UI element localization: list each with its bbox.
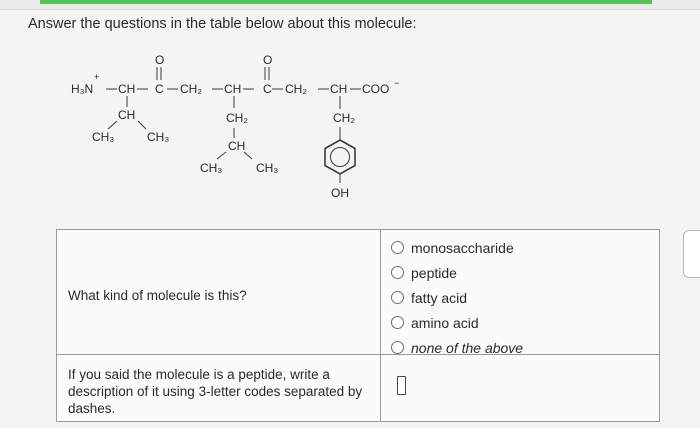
methyl-4: CH₃	[256, 161, 279, 175]
question-prompt: Answer the questions in the table below about this molecule:	[28, 16, 417, 32]
hydroxyl-label: OH	[331, 186, 349, 200]
question-1-text: What kind of molecule is this?	[68, 288, 247, 303]
molecule-structure	[0, 40, 440, 210]
option-label: monosaccharide	[411, 239, 514, 256]
carboxylate-label: COO	[362, 82, 390, 96]
methylene-1: CH₂	[180, 82, 202, 96]
molecule-type-options	[391, 235, 523, 360]
n-terminus-label: H₃N	[71, 82, 94, 96]
option-peptide[interactable]	[391, 260, 523, 285]
positive-charge: +	[94, 72, 100, 82]
option-label: amino acid	[411, 314, 479, 331]
radio-button[interactable]	[391, 341, 404, 354]
option-monosaccharide[interactable]	[391, 235, 523, 260]
question-2-text: If you said the molecule is a peptide, write a description of it using 3-letter codes separated by dashes.	[68, 367, 363, 416]
carbonyl-oxygen-1: O	[155, 53, 165, 67]
peptide-description-input[interactable]	[397, 376, 406, 395]
row-divider	[57, 354, 659, 355]
radio-button[interactable]	[391, 291, 404, 304]
column-divider	[380, 230, 381, 421]
methyl-2: CH₃	[147, 130, 170, 144]
radio-button[interactable]	[391, 241, 404, 254]
carbonyl-carbon-1: C	[155, 82, 164, 96]
methylene-4: CH₂	[333, 111, 355, 125]
question-table	[56, 229, 660, 422]
negative-charge: −	[394, 78, 400, 88]
option-amino-acid[interactable]	[391, 310, 523, 335]
branch-ch-2: CH	[228, 139, 246, 153]
side-panel-tab[interactable]	[683, 230, 700, 278]
carbonyl-carbon-2: C	[263, 82, 272, 96]
radio-button[interactable]	[391, 266, 404, 279]
methylene-3: CH₂	[226, 111, 248, 125]
option-fatty-acid[interactable]	[391, 285, 523, 310]
methyl-3: CH₃	[200, 161, 223, 175]
alpha-carbon-2: CH	[224, 82, 242, 96]
radio-button[interactable]	[391, 316, 404, 329]
methyl-1: CH₃	[92, 130, 115, 144]
progress-bar	[40, 0, 652, 4]
alpha-carbon-1: CH	[118, 82, 136, 96]
methylene-2: CH₂	[285, 82, 307, 96]
carbonyl-oxygen-2: O	[263, 53, 273, 67]
option-label: fatty acid	[411, 289, 468, 306]
branch-ch-1: CH	[118, 108, 136, 122]
alpha-carbon-3: CH	[330, 82, 348, 96]
option-none-of-the-above[interactable]	[391, 335, 523, 360]
option-label: peptide	[411, 264, 457, 281]
option-label: none of the above	[411, 339, 524, 356]
